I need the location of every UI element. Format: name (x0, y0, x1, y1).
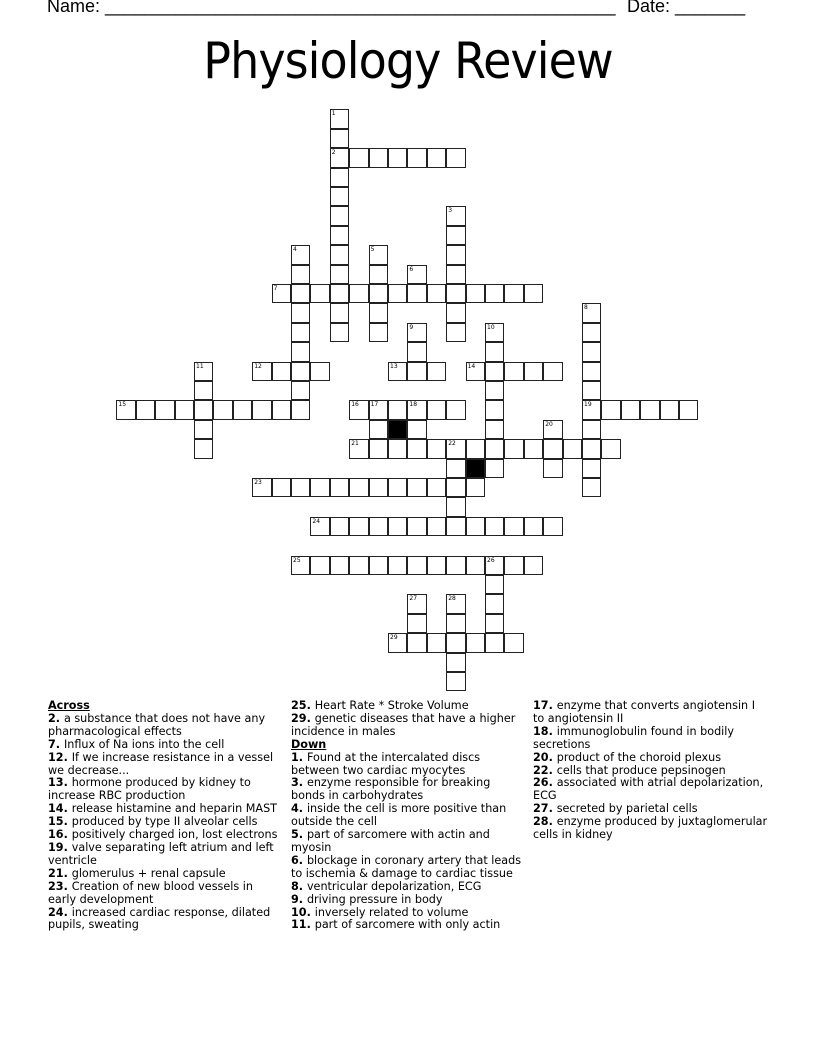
grid-cell[interactable] (446, 303, 465, 322)
grid-cell[interactable] (407, 556, 426, 575)
clue-number-label: 13. (48, 776, 72, 790)
grid-cell[interactable] (466, 633, 485, 652)
clue-text: genetic diseases that have a higher incidence in males (291, 711, 516, 738)
clue-text: part of sarcomere with only actin (314, 918, 501, 932)
grid-cell[interactable] (446, 653, 465, 672)
grid-cell[interactable] (369, 303, 388, 322)
grid-cell[interactable] (330, 323, 349, 342)
clue-number-label: 14. (48, 802, 72, 816)
grid-cell[interactable] (407, 342, 426, 361)
clue-number: 3 (448, 207, 453, 215)
grid-cell[interactable] (407, 420, 426, 439)
grid-cell[interactable] (291, 362, 310, 381)
clue-item (48, 752, 280, 778)
grid-cell[interactable] (427, 362, 446, 381)
grid-cell[interactable] (446, 226, 465, 245)
grid-cell[interactable] (272, 284, 291, 303)
clue-item (533, 816, 768, 842)
grid-cell[interactable] (543, 362, 562, 381)
clue-text: enzyme produced by juxtaglomerular cells in kidney (533, 815, 768, 842)
clue-number-label: 16. (48, 828, 72, 842)
clue-text: glomerulus + renal capsule (71, 866, 226, 880)
grid-cell[interactable] (369, 439, 388, 458)
grid-cell[interactable] (446, 478, 465, 497)
grid-cell[interactable] (252, 478, 271, 497)
grid-cell[interactable] (582, 381, 601, 400)
clue-text: associated with atrial depolarization, ECG (533, 776, 764, 803)
clue-text: driving pressure in body (306, 892, 443, 906)
clue-number-label: 23. (48, 879, 72, 893)
grid-cell[interactable] (446, 459, 465, 478)
grid-cell[interactable] (330, 284, 349, 303)
clue-text: Found at the intercalated discs between two cardiac myocytes (291, 750, 481, 777)
grid-cell[interactable] (369, 400, 388, 419)
clue-item (48, 881, 280, 907)
grid-cell[interactable] (427, 478, 446, 497)
grid-cell[interactable] (407, 148, 426, 167)
grid-cell[interactable] (330, 303, 349, 322)
grid-cell[interactable] (446, 497, 465, 516)
grid-cell[interactable] (310, 284, 329, 303)
grid-cell[interactable] (427, 556, 446, 575)
clue-text: part of sarcomere with actin and myosin (291, 828, 490, 854)
clue-number-label: 6. (291, 853, 307, 867)
grid-cell[interactable] (407, 478, 426, 497)
clue-number: 26 (487, 556, 495, 564)
grid-cell[interactable] (504, 633, 523, 652)
grid-cell[interactable] (446, 556, 465, 575)
black-cell (388, 420, 407, 439)
grid-cell[interactable] (446, 400, 465, 419)
clue-text: enzyme that converts angiotensin I to angiotensin II (533, 699, 756, 725)
name-field-label: Name: ___________________________________________________ (47, 0, 616, 16)
down-clue-list (291, 752, 523, 933)
grid-cell[interactable] (310, 478, 329, 497)
clue-item (291, 855, 523, 881)
clue-number-label: 24. (48, 905, 72, 919)
clue-number: 18 (409, 401, 418, 409)
grid-cell[interactable] (175, 400, 194, 419)
grid-cell[interactable] (369, 517, 388, 536)
grid-cell[interactable] (446, 265, 465, 284)
clue-number-label: 7. (48, 737, 64, 751)
grid-cell[interactable] (446, 323, 465, 342)
grid-cell[interactable] (582, 342, 601, 361)
clue-number: 9 (409, 323, 414, 331)
grid-cell[interactable] (640, 400, 659, 419)
grid-cell[interactable] (407, 265, 426, 284)
grid-cell[interactable] (543, 459, 562, 478)
grid-cell[interactable] (504, 517, 523, 536)
grid-cell[interactable] (582, 420, 601, 439)
clue-number: 16 (351, 401, 359, 409)
clue-number: 23 (254, 479, 262, 486)
clue-item (291, 803, 523, 829)
grid-cell[interactable] (407, 284, 426, 303)
clue-number: 2 (331, 149, 336, 157)
grid-cell[interactable] (349, 478, 368, 497)
clue-text: a substance that does not have any pharmacological effects (48, 711, 266, 738)
grid-cell[interactable] (252, 362, 271, 381)
grid-cell[interactable] (601, 439, 620, 458)
grid-cell[interactable] (330, 478, 349, 497)
grid-cell[interactable] (582, 459, 601, 478)
clue-number: 7 (273, 285, 278, 292)
clue-text: If we increase resistance in a vessel we decrease... (48, 750, 274, 777)
grid-cell[interactable] (369, 148, 388, 167)
clue-item (291, 713, 523, 739)
grid-cell[interactable] (388, 478, 407, 497)
grid-cell[interactable] (291, 400, 310, 419)
grid-cell[interactable] (485, 362, 504, 381)
grid-cell[interactable] (349, 556, 368, 575)
grid-cell[interactable] (407, 614, 426, 633)
clue-number: 19 (584, 401, 592, 409)
grid-cell[interactable] (582, 362, 601, 381)
grid-cell[interactable] (524, 517, 543, 536)
clue-text: ventricular depolarization, ECG (306, 879, 482, 893)
clue-number: 29 (390, 634, 398, 642)
grid-cell[interactable] (466, 517, 485, 536)
grid-cell[interactable] (407, 594, 426, 613)
clue-number: 1 (331, 110, 336, 118)
grid-cell[interactable] (427, 439, 446, 458)
grid-cell[interactable] (543, 439, 562, 458)
grid-cell[interactable] (504, 284, 523, 303)
grid-cell[interactable] (427, 148, 446, 167)
grid-cell[interactable] (330, 556, 349, 575)
clue-number: 14 (467, 362, 476, 370)
clue-number-label: 11. (291, 918, 315, 932)
grid-cell[interactable] (485, 342, 504, 361)
grid-cell[interactable] (310, 556, 329, 575)
clue-number-label: 12. (48, 750, 72, 764)
clue-item (533, 726, 768, 752)
clue-text: produced by type II alveolar cells (71, 815, 258, 829)
grid-cell[interactable] (524, 284, 543, 303)
across-clue-list (48, 713, 280, 932)
grid-cell[interactable] (330, 148, 349, 167)
clue-number: 28 (448, 595, 456, 603)
grid-cell[interactable] (291, 381, 310, 400)
grid-cell[interactable] (194, 400, 213, 419)
clue-number-label: 17. (533, 699, 557, 712)
clue-number-label: 18. (533, 724, 557, 738)
clue-number-label: 21. (48, 866, 72, 880)
clue-item (533, 777, 768, 803)
grid-cell[interactable] (485, 323, 504, 342)
black-cell (466, 459, 485, 478)
clue-number: 22 (448, 440, 456, 448)
grid-cell[interactable] (485, 517, 504, 536)
clue-number: 8 (584, 304, 588, 312)
grid-cell[interactable] (446, 245, 465, 264)
grid-cell[interactable] (194, 381, 213, 400)
grid-cell[interactable] (407, 400, 426, 419)
grid-cell[interactable] (349, 148, 368, 167)
grid-cell[interactable] (485, 420, 504, 439)
grid-cell[interactable] (485, 439, 504, 458)
grid-cell[interactable] (349, 400, 368, 419)
grid-cell[interactable] (388, 284, 407, 303)
grid-cell[interactable] (679, 400, 698, 419)
clue-number: 11 (196, 362, 204, 370)
grid-cell[interactable] (291, 284, 310, 303)
grid-cell[interactable] (446, 672, 465, 691)
clue-item (48, 777, 280, 803)
clue-number-label: 10. (291, 905, 315, 919)
clue-text: secreted by parietal cells (556, 802, 698, 816)
grid-cell[interactable] (330, 517, 349, 536)
clue-number-label: 1. (291, 750, 307, 764)
clue-number-label: 22. (533, 763, 557, 777)
clue-item (291, 829, 523, 855)
clue-number-label: 15. (48, 815, 72, 829)
clue-item (291, 752, 523, 778)
grid-cell[interactable] (446, 439, 465, 458)
clue-number: 27 (409, 595, 418, 603)
grid-cell[interactable] (388, 633, 407, 652)
grid-cell[interactable] (330, 206, 349, 225)
grid-cell[interactable] (485, 633, 504, 652)
grid-cell[interactable] (330, 226, 349, 245)
across-clue-list-continued (291, 700, 523, 739)
grid-cell[interactable] (466, 556, 485, 575)
grid-cell[interactable] (330, 109, 349, 128)
date-field-label: Date: _______ (627, 0, 746, 16)
clue-text: valve separating left atrium and left ventricle (48, 840, 274, 867)
clue-number-label: 4. (291, 802, 307, 816)
grid-cell[interactable] (427, 517, 446, 536)
grid-cell[interactable] (272, 362, 291, 381)
grid-cell[interactable] (349, 439, 368, 458)
clue-text: inside the cell is more positive than outside the cell (291, 802, 507, 829)
clue-number-label: 26. (533, 776, 557, 790)
grid-cell[interactable] (369, 323, 388, 342)
grid-cell[interactable] (485, 459, 504, 478)
grid-cell[interactable] (466, 362, 485, 381)
grid-cell[interactable] (504, 362, 523, 381)
clue-number-label: 8. (291, 879, 307, 893)
grid-cell[interactable] (291, 556, 310, 575)
grid-cell[interactable] (330, 129, 349, 148)
grid-cell[interactable] (446, 284, 465, 303)
clue-number-label: 2. (48, 711, 64, 725)
clue-item (291, 777, 523, 803)
grid-cell[interactable] (213, 400, 232, 419)
page-title: Physiology Review (203, 32, 613, 90)
grid-cell[interactable] (446, 614, 465, 633)
grid-cell[interactable] (485, 400, 504, 419)
grid-cell[interactable] (524, 362, 543, 381)
clue-number: 15 (118, 401, 127, 409)
clue-number-label: 3. (291, 776, 307, 790)
grid-cell[interactable] (194, 439, 213, 458)
grid-cell[interactable] (427, 633, 446, 652)
grid-cell[interactable] (446, 633, 465, 652)
grid-cell[interactable] (388, 148, 407, 167)
grid-cell[interactable] (369, 556, 388, 575)
grid-cell[interactable] (388, 517, 407, 536)
clue-text: hormone produced by kidney to increase RBC production (48, 776, 251, 803)
grid-cell[interactable] (582, 323, 601, 342)
grid-cell[interactable] (291, 478, 310, 497)
clues-column-2 (291, 700, 523, 932)
grid-cell[interactable] (446, 594, 465, 613)
clue-text: Heart Rate * Stroke Volume (314, 699, 469, 712)
grid-cell[interactable] (466, 439, 485, 458)
grid-cell[interactable] (407, 517, 426, 536)
down-clue-list-continued (533, 700, 768, 842)
grid-cell[interactable] (563, 439, 582, 458)
across-heading: Across (48, 699, 90, 712)
grid-cell[interactable] (485, 594, 504, 613)
clue-item (48, 713, 280, 739)
grid-cell[interactable] (194, 362, 213, 381)
clue-text: increased cardiac response, dilated pupils, sweating (48, 905, 271, 932)
grid-cell[interactable] (660, 400, 679, 419)
clue-text: product of the choroid plexus (556, 750, 722, 764)
grid-cell[interactable] (194, 420, 213, 439)
grid-cell[interactable] (504, 439, 523, 458)
clue-number: 17 (370, 401, 379, 409)
down-heading: Down (291, 737, 327, 751)
grid-cell[interactable] (485, 614, 504, 633)
grid-cell[interactable] (427, 284, 446, 303)
grid-cell[interactable] (291, 265, 310, 284)
grid-cell[interactable] (524, 556, 543, 575)
grid-cell[interactable] (407, 439, 426, 458)
grid-cell[interactable] (485, 381, 504, 400)
clue-number: 21 (351, 440, 359, 448)
grid-cell[interactable] (233, 400, 252, 419)
grid-cell[interactable] (427, 400, 446, 419)
clue-number-label: 28. (533, 815, 557, 829)
clue-item (533, 700, 768, 726)
grid-cell[interactable] (291, 245, 310, 264)
clue-number: 20 (545, 420, 553, 428)
grid-cell[interactable] (369, 478, 388, 497)
grid-cell[interactable] (291, 323, 310, 342)
clue-number: 6 (409, 265, 414, 273)
grid-cell[interactable] (155, 400, 174, 419)
grid-cell[interactable] (310, 517, 329, 536)
clue-number-label: 27. (533, 802, 557, 816)
clue-text: release histamine and heparin MAST (71, 802, 278, 816)
grid-cell[interactable] (330, 187, 349, 206)
grid-cell[interactable] (116, 400, 135, 419)
clue-text: cells that produce pepsinogen (556, 763, 726, 777)
grid-cell[interactable] (524, 439, 543, 458)
grid-cell[interactable] (136, 400, 155, 419)
clue-item (291, 919, 523, 932)
clue-text: inversely related to volume (314, 905, 469, 919)
grid-cell[interactable] (466, 478, 485, 497)
grid-cell[interactable] (582, 478, 601, 497)
clue-text: Influx of Na ions into the cell (63, 737, 225, 751)
clue-number: 10 (487, 323, 495, 331)
clue-number: 4 (293, 246, 297, 254)
clue-number-label: 5. (291, 828, 307, 842)
clue-number: 5 (370, 246, 375, 254)
grid-cell[interactable] (330, 245, 349, 264)
clue-item (48, 907, 280, 933)
grid-cell[interactable] (446, 206, 465, 225)
grid-cell[interactable] (485, 284, 504, 303)
grid-cell[interactable] (310, 362, 329, 381)
clues-column-3 (533, 700, 768, 842)
clue-number-label: 19. (48, 840, 72, 854)
clue-text: positively charged ion, lost electrons (71, 828, 278, 842)
grid-cell[interactable] (407, 633, 426, 652)
grid-cell[interactable] (388, 556, 407, 575)
grid-cell[interactable] (582, 400, 601, 419)
grid-cell[interactable] (330, 265, 349, 284)
clue-number-label: 29. (291, 711, 315, 725)
grid-cell[interactable] (349, 284, 368, 303)
grid-cell[interactable] (407, 362, 426, 381)
grid-cell[interactable] (543, 420, 562, 439)
clue-text: Creation of new blood vessels in early development (48, 879, 253, 906)
grid-cell[interactable] (369, 265, 388, 284)
clues-column-1 (48, 700, 280, 932)
clue-number-label: 25. (291, 699, 315, 712)
clue-number-label: 9. (291, 892, 307, 906)
grid-cell[interactable] (601, 400, 620, 419)
grid-cell[interactable] (388, 362, 407, 381)
grid-cell[interactable] (504, 556, 523, 575)
grid-cell[interactable] (621, 400, 640, 419)
grid-cell[interactable] (446, 148, 465, 167)
grid-cell[interactable] (485, 575, 504, 594)
grid-cell[interactable] (407, 323, 426, 342)
grid-cell[interactable] (291, 303, 310, 322)
clue-item (48, 842, 280, 868)
grid-cell[interactable] (291, 342, 310, 361)
grid-cell[interactable] (349, 517, 368, 536)
grid-cell[interactable] (272, 478, 291, 497)
grid-cell[interactable] (369, 420, 388, 439)
grid-cell[interactable] (446, 517, 465, 536)
clue-number: 13 (390, 362, 398, 370)
grid-cell[interactable] (272, 400, 291, 419)
grid-cell[interactable] (330, 168, 349, 187)
clue-number: 24 (312, 517, 321, 525)
grid-cell[interactable] (485, 556, 504, 575)
grid-cell[interactable] (466, 284, 485, 303)
grid-cell[interactable] (388, 400, 407, 419)
clue-number: 25 (293, 556, 301, 564)
clue-text: immunoglobulin found in bodily secretions (533, 724, 735, 751)
grid-cell[interactable] (582, 303, 601, 322)
clue-text: enzyme responsible for breaking bonds in carbohydrates (291, 776, 491, 803)
grid-cell[interactable] (582, 439, 601, 458)
clue-number-label: 20. (533, 750, 557, 764)
clue-text: blockage in coronary artery that leads to ischemia & damage to cardiac tissue (291, 853, 522, 880)
clue-number: 12 (254, 362, 262, 370)
grid-cell[interactable] (543, 517, 562, 536)
grid-cell[interactable] (388, 439, 407, 458)
grid-cell[interactable] (369, 245, 388, 264)
grid-cell[interactable] (252, 400, 271, 419)
grid-cell[interactable] (369, 284, 388, 303)
